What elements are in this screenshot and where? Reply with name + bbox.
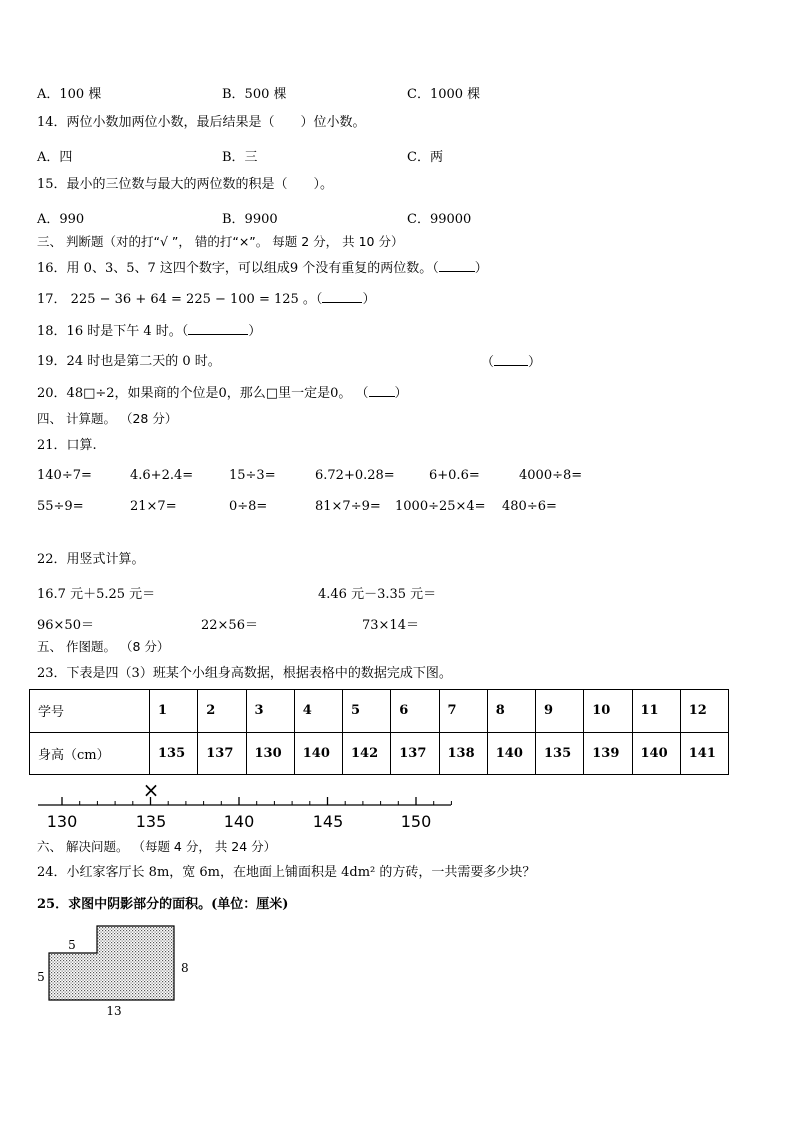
number-line	[30, 778, 460, 834]
table-cell: 11	[632, 690, 680, 733]
table-cell: 1	[150, 690, 198, 733]
axis-label: 135	[135, 812, 167, 831]
q15-option-a: A．990	[37, 212, 85, 227]
table-cell: 130	[246, 732, 294, 775]
q17-close: ）	[362, 292, 376, 307]
q21-item: 21×7=	[130, 499, 177, 514]
table-cell: 7	[439, 690, 487, 733]
table-cell: 141	[680, 732, 728, 775]
q13-option-c: C．1000 棵	[407, 87, 481, 102]
q22-item-c: 96×50＝	[37, 618, 94, 633]
table-cell: 12	[680, 690, 728, 733]
answer-blank[interactable]	[439, 259, 475, 272]
shaded-figure	[30, 918, 200, 1020]
q21-item: 140÷7=	[37, 468, 92, 483]
dimension-label-right: 8	[181, 961, 189, 975]
number-line-ticks	[62, 797, 451, 805]
table-row	[30, 732, 729, 775]
dimension-label-bottom: 13	[106, 1004, 122, 1018]
q15-option-c: C．99000	[407, 212, 472, 227]
q23-stem: 23．下表是四（3）班某个小组身高数据，根据表格中的数据完成下图。	[37, 666, 452, 681]
table-cell: 3	[246, 690, 294, 733]
q22-item-e: 73×14＝	[362, 618, 419, 633]
q14-option-c: C．两	[407, 150, 443, 165]
answer-blank[interactable]	[494, 353, 528, 366]
section-5-title: 五、 作图题。 （8 分）	[37, 639, 170, 654]
q21-item: 1000÷25×4=	[395, 499, 486, 514]
q25-text: 25．求图中阴影部分的面积。(单位：厘米)	[37, 897, 289, 912]
table-row	[30, 690, 729, 733]
q14-stem: 14．两位小数加两位小数，最后结果是（ ）位小数。	[37, 115, 366, 130]
table-cell: 135	[536, 732, 584, 775]
q21-item: 4000÷8=	[519, 468, 583, 483]
q16-text: 16．用 0、3、5、7 这四个数字，可以组成9 个没有重复的两位数。（	[37, 261, 439, 276]
table-cell: 4	[294, 690, 342, 733]
axis-label: 140	[223, 812, 255, 831]
table-cell: 8	[487, 690, 535, 733]
q19-bracket	[481, 353, 541, 372]
q21-item: 4.6+2.4=	[130, 468, 194, 483]
q19-close: ）	[528, 355, 542, 370]
table-cell: 135	[150, 732, 198, 775]
table-header-height: 身高（cm）	[30, 732, 150, 775]
q19-text: 19．24 时也是第二天的 0 时。	[37, 354, 221, 369]
table-cell: 142	[343, 732, 391, 775]
table-cell: 140	[487, 732, 535, 775]
dimension-label-left: 5	[37, 970, 45, 984]
number-line-marker: ×	[142, 778, 160, 802]
axis-label: 130	[46, 812, 78, 831]
q22-item-b: 4.46 元－3.35 元＝	[318, 587, 437, 602]
section-4-title: 四、 计算题。 （28 分）	[37, 411, 178, 426]
q22-item-d: 22×56＝	[201, 618, 258, 633]
answer-blank[interactable]	[322, 290, 362, 303]
q15-stem: 15．最小的三位数与最大的两位数的积是（ ）。	[37, 177, 334, 192]
answer-blank[interactable]	[188, 322, 248, 335]
table-cell: 10	[584, 690, 632, 733]
table-cell: 139	[584, 732, 632, 775]
table-cell: 140	[632, 732, 680, 775]
q18-text: 18．16 时是下午 4 时。（	[37, 324, 189, 339]
q19-open: （	[481, 355, 495, 370]
table-cell: 137	[198, 732, 246, 775]
q21-item: 6+0.6=	[429, 468, 480, 483]
q18-close: ）	[248, 324, 262, 339]
q22-title: 22．用竖式计算。	[37, 552, 145, 567]
answer-blank[interactable]	[369, 384, 395, 397]
q14-option-a: A．四	[37, 150, 73, 165]
q20-close: ）	[394, 386, 408, 401]
height-table	[29, 689, 729, 775]
q16-close: ）	[474, 261, 488, 276]
q20-text: 20．48□÷2，如果商的个位是0，那么□里一定是0。 （	[37, 386, 369, 401]
q24-text: 24．小红家客厅长 8m，宽 6m，在地面上铺面积是 4dm² 的方砖，一共需要多少块？	[37, 865, 536, 880]
q13-option-a: A．100 棵	[37, 87, 102, 102]
axis-label: 150	[400, 812, 432, 831]
table-header-id: 学号	[30, 690, 150, 733]
q17-expression: 17． 225 − 36 + 64 = 225 − 100 = 125 。（	[37, 292, 323, 307]
table-cell: 140	[294, 732, 342, 775]
q21-item: 15÷3=	[229, 468, 276, 483]
q21-item: 0÷8=	[229, 499, 268, 514]
dimension-label-top: 5	[68, 938, 76, 952]
q14-option-b: B．三	[222, 150, 258, 165]
axis-label: 145	[312, 812, 344, 831]
section-3-title: 三、 判断题（对的打“√ ”， 错的打“×”。 每题 2 分， 共 10 分）	[37, 234, 404, 249]
q21-item: 55÷9=	[37, 499, 84, 514]
q18	[37, 322, 261, 341]
table-cell: 138	[439, 732, 487, 775]
table-cell: 5	[343, 690, 391, 733]
q21-title: 21．口算.	[37, 438, 97, 453]
section-6-title: 六、 解决问题。 （每题 4 分， 共 24 分）	[37, 839, 277, 854]
q20	[37, 384, 408, 403]
q16	[37, 259, 488, 278]
q17	[37, 290, 375, 309]
table-cell: 9	[536, 690, 584, 733]
q21-item: 81×7÷9=	[315, 499, 381, 514]
q21-item: 480÷6=	[502, 499, 557, 514]
q15-option-b: B．9900	[222, 212, 278, 227]
q21-item: 6.72+0.28=	[315, 468, 395, 483]
q13-option-b: B．500 棵	[222, 87, 287, 102]
q22-item-a: 16.7 元＋5.25 元＝	[37, 587, 156, 602]
table-cell: 137	[391, 732, 439, 775]
table-cell: 6	[391, 690, 439, 733]
table-cell: 2	[198, 690, 246, 733]
